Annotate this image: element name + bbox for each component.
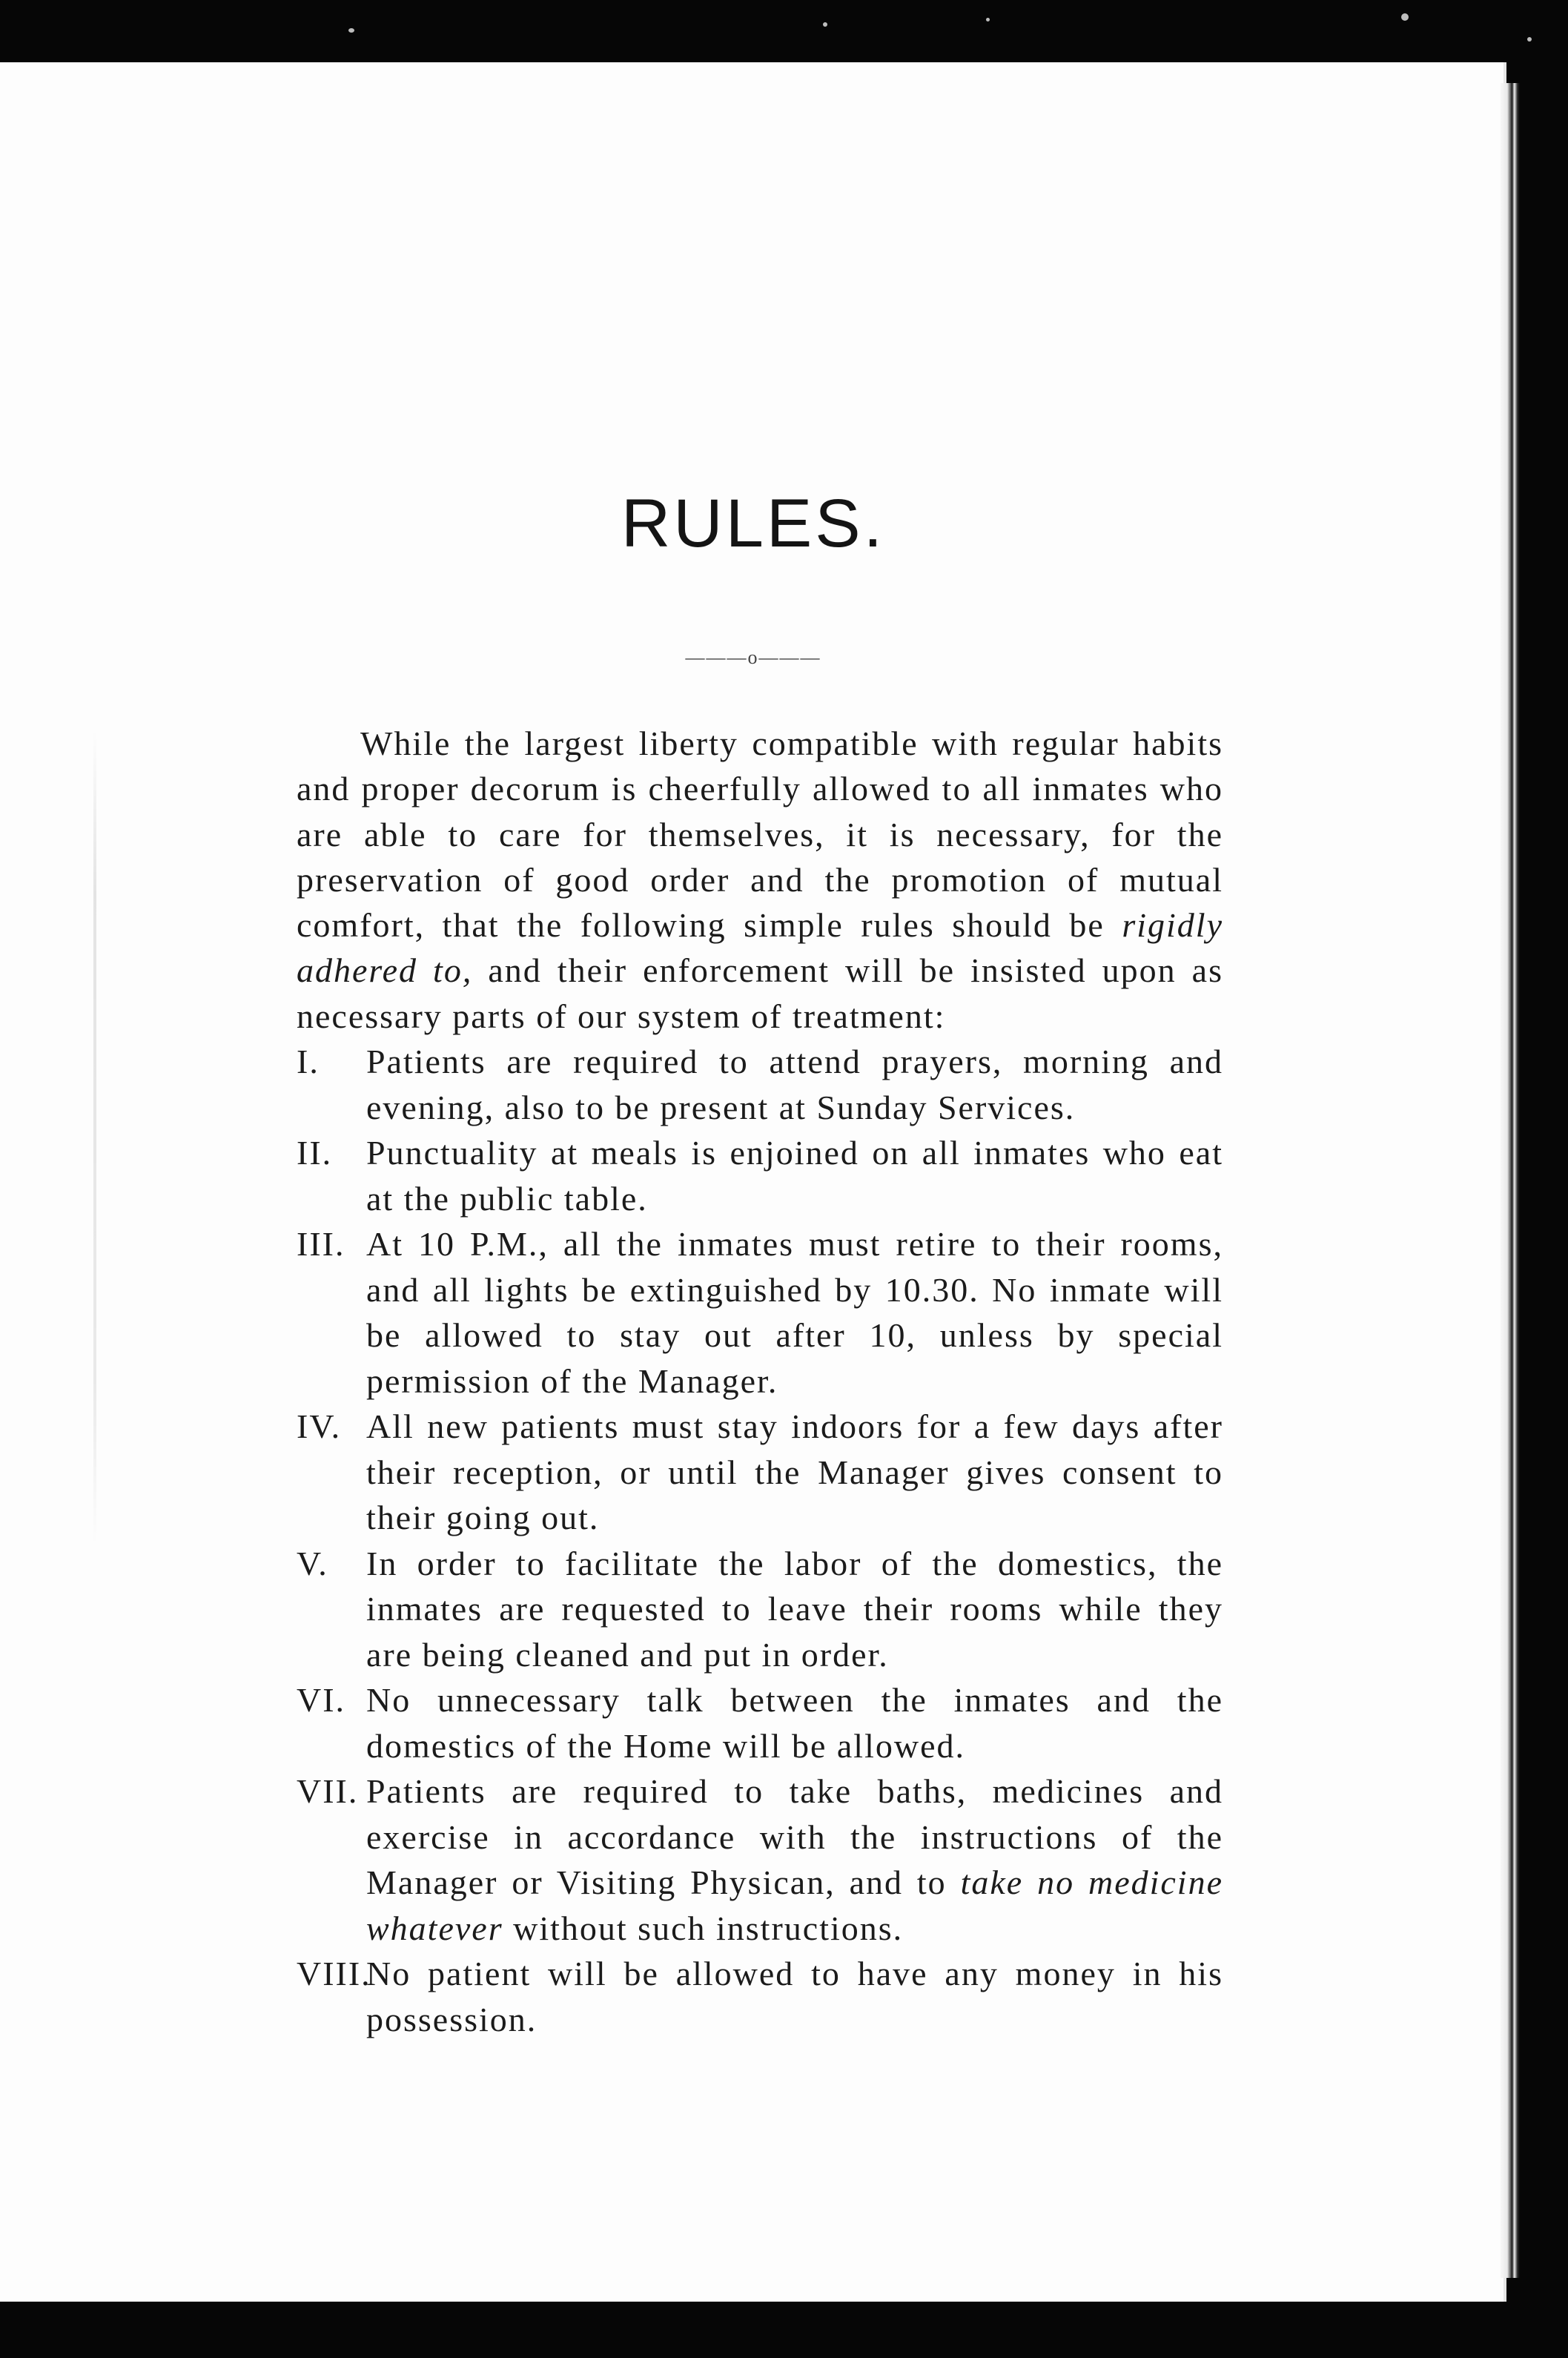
rule-number: VI. [297,1681,346,1720]
rule-text: At 10 P.M., all the inmates must retire to their rooms, and all lights be extinguished by 10.30. No inmate will be allowed to stay out after 10, unless by special permission of the Manager. [366,1225,1223,1400]
rule-number: II. [297,1134,333,1172]
rule-number: III. [297,1225,345,1264]
intro-text-continued: and their enforcement will be insisted upon as necessary parts of our system of treatment: [297,951,1224,1035]
intro-text: While the largest liberty compatible with regular habits and proper decorum is cheerfully allowed to all inmates who are able to care for themselves, it is necessary, for the preservation of good order and the promotion of mutual comfort, that the following simple rules should be [297,724,1223,945]
binding-mark [93,730,96,1545]
document-page [0,62,1506,2302]
scan-speck [1527,37,1532,42]
scan-speck [1401,13,1409,21]
rule-item [297,1768,1223,1951]
rule-text: No patient will be allowed to have any money in his possession. [366,1955,1223,2038]
rule-text: Patients are required to attend prayers, morning and evening, also to be present at Sunday Services. [366,1043,1223,1126]
rule-item [297,1677,1223,1768]
rules-list [297,1039,1223,2042]
rule-text: Patients are required to take baths, medicines and exercise in accordance with the instructions of the Manager or Visiting Physican, and to [366,1772,1223,1902]
rule-number: V. [297,1544,328,1582]
rule-item [297,1404,1223,1541]
rule-text: In order to facilitate the labor of the domestics, the inmates are requested to leave their rooms while they are being cleaned and put in order. [366,1544,1223,1674]
intro-emphasis: rigidly adhered to, [297,906,1223,990]
intro-paragraph [297,721,1223,1039]
page-title: RULES. [621,486,886,561]
rule-text: All new patients must stay indoors for a few days after their reception, or until the Manager gives consent to their going out. [366,1407,1223,1537]
rule-item [297,1039,1223,1130]
rule-number: VII. [297,1772,359,1811]
scan-speck [348,28,354,33]
rule-number: IV. [297,1407,342,1446]
rule-item [297,1541,1223,1678]
rule-number: VIII. [297,1955,371,1993]
title-divider: ———o——— [685,647,821,668]
rule-text-continued: without such instructions. [503,1909,904,1947]
rule-item [297,1951,1223,2042]
rule-text: Punctuality at meals is enjoined on all inmates who eat at the public table. [366,1134,1223,1218]
rule-number: I. [297,1043,320,1081]
rule-item [297,1221,1223,1404]
scan-speck [823,22,827,27]
rule-text: No unnecessary talk between the inmates and the domestics of the Home will be allowed. [366,1681,1223,1765]
page-edge [1501,83,1520,2278]
rule-emphasis: take no medicine whatever [366,1863,1224,1947]
rule-item [297,1130,1223,1221]
rules-text [297,721,1223,2042]
scan-speck [986,18,990,22]
